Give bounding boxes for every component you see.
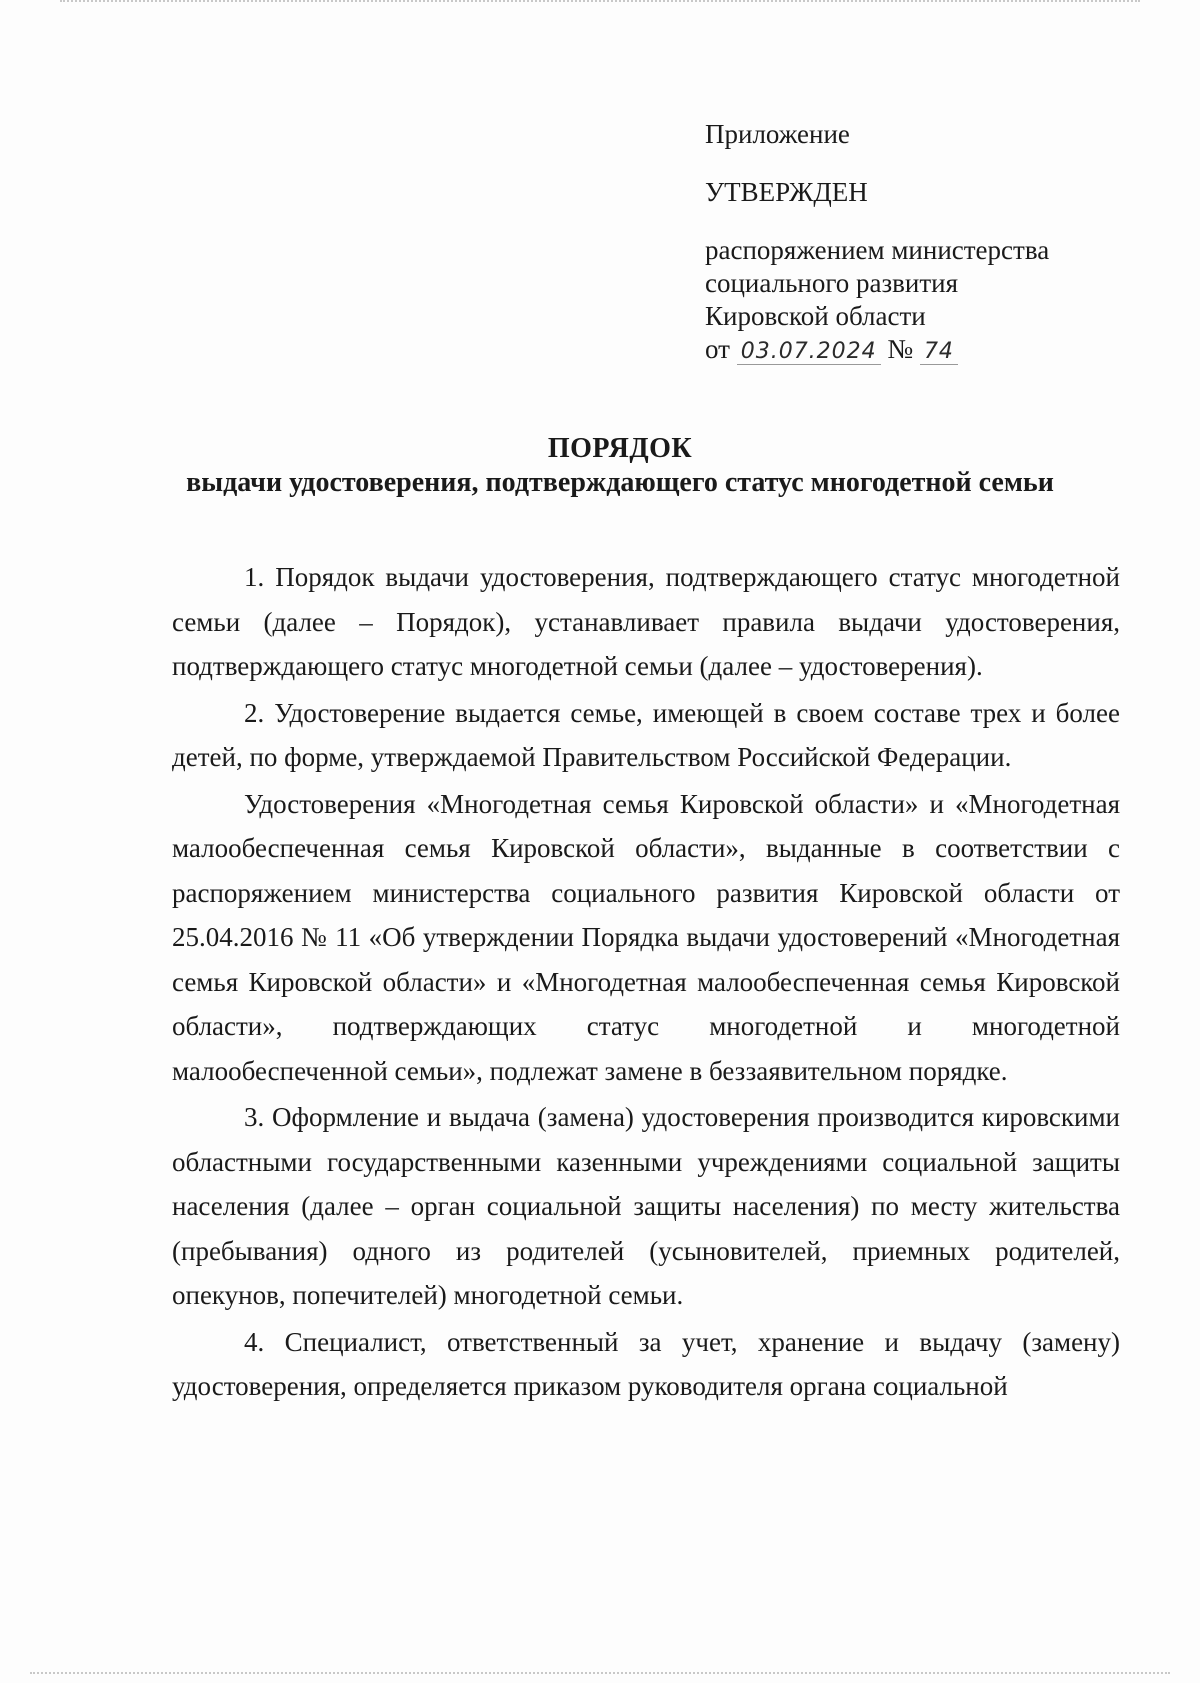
approval-date-line [705, 333, 1165, 368]
approval-line-2: социального развития [705, 268, 959, 298]
scan-edge-bottom [30, 1672, 1170, 1677]
approval-block [705, 118, 1165, 368]
handwritten-number: 74 [920, 339, 958, 365]
document-title [120, 432, 1120, 500]
paragraph-2: 2. Удостоверение выдается семье, имеющей в своем составе трех и более детей, по форме, утверждаемой Правительством Российской Федерации. [172, 697, 1120, 772]
approved-label: УТВЕРЖДЕН [705, 177, 868, 207]
from-label: от [705, 334, 730, 364]
appendix-label: Приложение [705, 119, 850, 149]
paragraph-3: Удостоверения «Многодетная семья Кировской области» и «Многодетная малообеспеченная семья Кировской области», выданные в соответствии с распоряжением министерства социального развития Кировской области от 25.04.2016 № 11 «Об утверждении Порядка выдачи удостоверений «Многодетная семья Кировской области» и «Многодетная малообеспеченная семья Кировской области», подтверждающих статус многодетной и многодетной малообеспеченной семьи», подлежат замене в беззаявительном порядке. [172, 788, 1120, 1086]
paragraph-5: 4. Специалист, ответственный за учет, хранение и выдачу (замену) удостоверения, определяется приказом руководителя органа социальной [172, 1326, 1120, 1401]
paragraph-4: 3. Оформление и выдача (замена) удостоверения производится кировскими областными государственными казенными учреждениями социальной защиты населения (далее – орган социальной защиты населения) по месту жительства (пребывания) одного из родителей (усыновителей, приемных родителей, опекунов, попечителей) многодетной семьи. [172, 1102, 1120, 1310]
title-line-2: выдачи удостоверения, подтверждающего статус многодетной семьи [186, 467, 1054, 498]
paragraph-1: 1. Порядок выдачи удостоверения, подтверждающего статус многодетной семьи (далее – Порядок), устанавливает правила выдачи удостоверения, подтверждающего статус многодетной семьи (далее – удостоверения). [172, 562, 1120, 681]
handwritten-date: 03.07.2024 [737, 339, 881, 365]
scan-edge-top [60, 0, 1140, 5]
number-label: № [887, 334, 914, 364]
approval-line-3: Кировской области [705, 301, 926, 331]
document-body [172, 555, 1120, 1411]
title-line-1: ПОРЯДОК [547, 433, 693, 464]
approval-line-1: распоряжением министерства [705, 235, 1050, 265]
